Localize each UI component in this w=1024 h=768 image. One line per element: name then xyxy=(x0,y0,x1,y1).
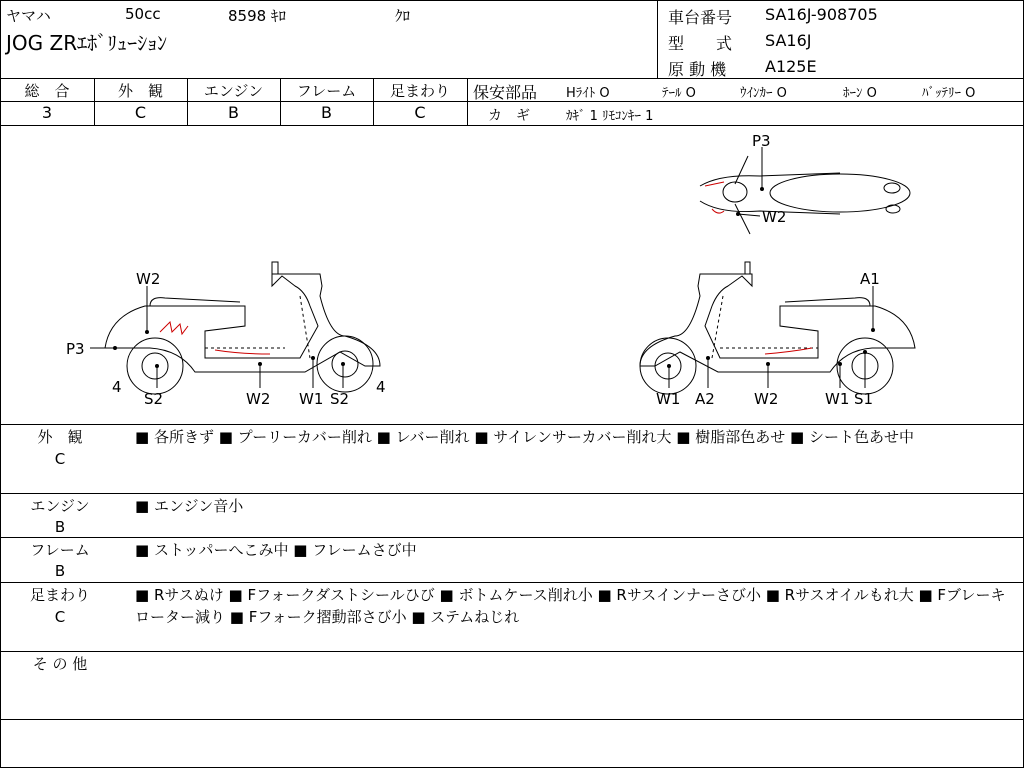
diagram-label: W1 xyxy=(299,390,324,408)
diagram-label: W2 xyxy=(762,208,787,226)
frame-no-label: 車台番号 xyxy=(668,8,733,27)
section-grade-frame: B xyxy=(54,562,66,580)
section-label-other: そ の 他 xyxy=(32,655,88,673)
diagram-label: A1 xyxy=(860,270,880,288)
section-grade-exterior: C xyxy=(54,450,66,468)
diagram-label: S2 xyxy=(330,390,350,408)
grade-label-engine: エンジン xyxy=(203,82,264,100)
section-label-engine: エンジン xyxy=(30,497,90,515)
diagram-label: W1 xyxy=(825,390,850,408)
header-divider xyxy=(657,0,658,78)
diagram-label: W1 xyxy=(656,390,681,408)
diagram-label: W2 xyxy=(246,390,271,408)
section-text-exterior: ■ 各所きず ■ プーリーカバー削れ ■ レバー削れ ■ サイレンサーカバー削れ大 ■ 樹脂部色あせ ■ シート色あせ中 xyxy=(135,428,914,446)
engine-value: A125E xyxy=(765,57,817,76)
diagram-label: 4 xyxy=(112,378,122,396)
section-label-exterior: 外 観 xyxy=(37,428,83,446)
maker: ヤマハ xyxy=(6,7,51,25)
mileage: 8598 ｷﾛ xyxy=(228,7,286,25)
grade-label-suspension: 足まわり xyxy=(389,82,450,100)
safety-item-battery: ﾊﾞｯﾃﾘｰ O xyxy=(922,86,976,101)
diagram-label: S2 xyxy=(144,390,164,408)
section-rule xyxy=(0,493,1024,494)
safety-midrule xyxy=(468,101,1024,102)
section-text-suspension: ■ Rサスぬけ ■ Fフォークダストシールひび ■ ボトムケース削れ小 ■ Rサスインナーさび小 ■ Rサスオイルもれ大 ■ Fブレーキローター減り ■ Fフォーク摺動部さび小 ■ ステムねじれ xyxy=(135,586,1006,626)
safety-item-taillight: ﾃｰﾙ O xyxy=(662,86,696,101)
key-value: ｶｷﾞ 1 ﾘﾓｺﾝｷｰ 1 xyxy=(566,109,654,124)
section-rule xyxy=(0,719,1024,720)
safety-title: 保安部品 xyxy=(473,83,538,102)
grades-midrule xyxy=(0,101,468,102)
grade-divider xyxy=(467,78,468,125)
damage-diagram xyxy=(0,126,1024,424)
section-rule xyxy=(0,651,1024,652)
displacement: 50cc xyxy=(125,5,161,23)
model-name: JOG ZRｴﾎﾞﾘｭｰｼｮﾝ xyxy=(6,31,168,55)
header-rule xyxy=(0,78,1024,79)
frame-no: SA16J-908705 xyxy=(765,5,878,24)
diagram-rule xyxy=(0,424,1024,425)
grade-value-overall: 3 xyxy=(41,103,53,122)
engine-label: 原 動 機 xyxy=(668,60,727,79)
diagram-label: 4 xyxy=(376,378,386,396)
scooter-top-view-icon xyxy=(700,147,910,234)
diagram-label: W2 xyxy=(754,390,779,408)
grade-label-exterior: 外 観 xyxy=(117,82,163,100)
section-grade-engine: B xyxy=(54,518,66,536)
diagram-label: P3 xyxy=(66,340,85,358)
section-label-frame: フレーム xyxy=(30,541,90,559)
section-rule xyxy=(0,582,1024,583)
type-label: 型 式 xyxy=(668,34,733,53)
safety-item-winker: ｳｲﾝｶｰ O xyxy=(740,86,787,101)
grade-value-frame: B xyxy=(321,103,332,122)
safety-item-headlight: Hﾗｲﾄ O xyxy=(566,86,610,101)
key-label: カ ギ xyxy=(488,108,530,124)
diagram-label: S1 xyxy=(854,390,874,408)
section-rule xyxy=(0,537,1024,538)
type-value: SA16J xyxy=(765,31,812,50)
diagram-label: A2 xyxy=(695,390,715,408)
diagram-label: W2 xyxy=(136,270,161,288)
color: ｸﾛ xyxy=(395,7,411,25)
grade-value-suspension: C xyxy=(414,103,426,122)
section-text-frame: ■ ストッパーへこみ中 ■ フレームさび中 xyxy=(135,541,417,559)
section-grade-suspension: C xyxy=(54,608,66,626)
section-text-engine: ■ エンジン音小 xyxy=(135,497,244,515)
safety-item-horn: ﾎｰﾝ O xyxy=(843,86,877,101)
diagram-label: P3 xyxy=(752,132,771,150)
section-label-suspension: 足まわり xyxy=(29,586,90,604)
grade-label-frame: フレーム xyxy=(296,82,357,100)
scooter-left-view-icon xyxy=(90,262,380,394)
grade-value-exterior: C xyxy=(134,103,147,122)
grade-value-engine: B xyxy=(228,103,239,122)
grade-label-overall: 総 合 xyxy=(24,82,70,100)
